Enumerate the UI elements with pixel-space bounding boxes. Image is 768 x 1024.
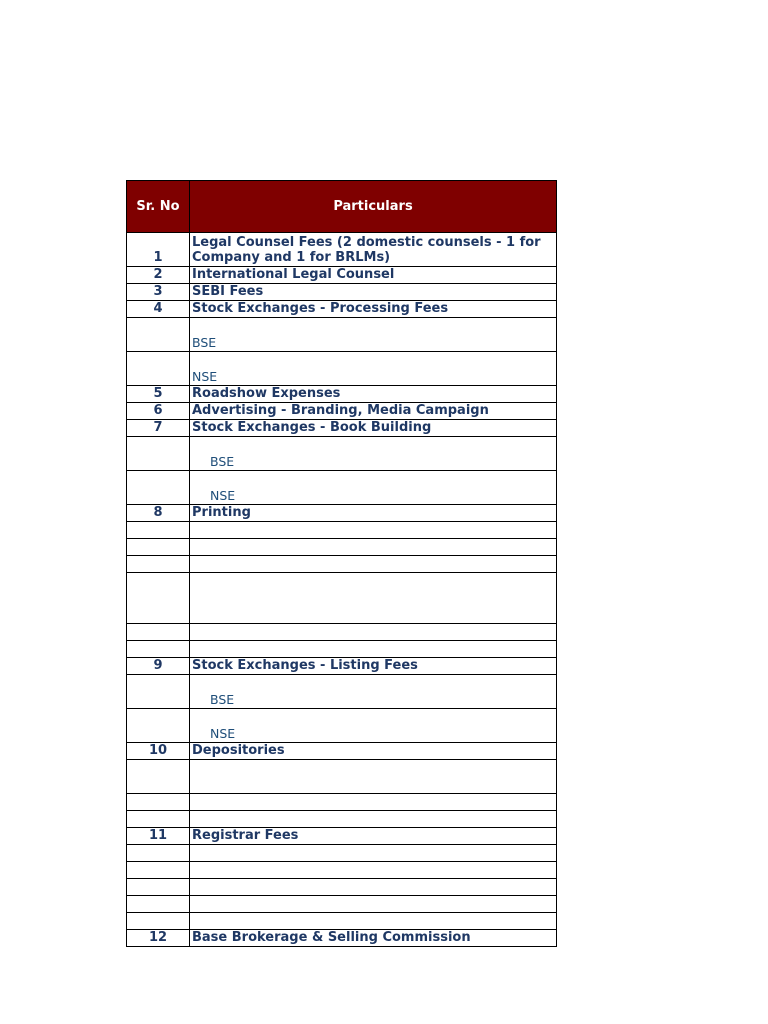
table-row: [126, 709, 557, 743]
sr-no-cell: [127, 471, 190, 504]
table-row: [126, 539, 557, 556]
particulars-cell: NSE: [210, 726, 236, 741]
table-row: [126, 828, 557, 845]
table-row: [126, 437, 557, 471]
table-row: [126, 641, 557, 658]
particulars-cell: Registrar Fees: [192, 828, 299, 843]
table-row: [126, 522, 557, 539]
sr-no-cell: [127, 709, 190, 742]
table-row: [126, 556, 557, 573]
table-row: [126, 811, 557, 828]
sr-no-cell: [127, 896, 190, 912]
table-row: [126, 862, 557, 879]
sr-no-cell: [127, 539, 190, 555]
table-row: [126, 658, 557, 675]
particulars-cell: Depositories: [192, 743, 285, 758]
table-row: [126, 420, 557, 437]
table-row: [126, 471, 557, 505]
sr-no-cell: 1: [127, 233, 190, 266]
particulars-cell: [190, 845, 556, 861]
table-row: [126, 403, 557, 420]
particulars-cell: Advertising - Branding, Media Campaign: [192, 403, 489, 418]
particulars-cell: NSE: [192, 369, 218, 384]
sr-no-cell: 10: [127, 743, 190, 759]
table-row: [126, 284, 557, 301]
table-row: [126, 624, 557, 641]
table-row: [126, 760, 557, 794]
sr-no-cell: [127, 760, 190, 793]
sr-no-cell: 9: [127, 658, 190, 674]
sr-no-cell: 4: [127, 301, 190, 317]
particulars-cell: [190, 573, 556, 623]
table-row: [126, 896, 557, 913]
particulars-cell: [190, 879, 556, 895]
table-body: [126, 233, 557, 947]
sr-no-cell: 11: [127, 828, 190, 844]
particulars-cell: Stock Exchanges - Listing Fees: [192, 658, 418, 673]
header-sr-no: Sr. No: [127, 181, 190, 232]
particulars-cell: [190, 760, 556, 793]
sr-no-cell: [127, 845, 190, 861]
particulars-cell: [190, 522, 556, 538]
sr-no-cell: [127, 641, 190, 657]
particulars-cell: International Legal Counsel: [192, 267, 395, 282]
table-row: [126, 879, 557, 896]
particulars-cell: Roadshow Expenses: [192, 386, 341, 401]
particulars-cell: [190, 811, 556, 827]
sr-no-cell: 5: [127, 386, 190, 402]
particulars-cell: [190, 794, 556, 810]
sr-no-cell: [127, 811, 190, 827]
particulars-cell: [190, 896, 556, 912]
table-row: [126, 267, 557, 284]
expenses-table: [126, 180, 557, 947]
sr-no-cell: 8: [127, 505, 190, 521]
sr-no-cell: 7: [127, 420, 190, 436]
sr-no-cell: [127, 437, 190, 470]
particulars-cell: BSE: [192, 335, 217, 350]
sr-no-cell: [127, 913, 190, 929]
table-header: [126, 180, 557, 233]
table-row: [126, 573, 557, 624]
sr-no-cell: [127, 879, 190, 895]
particulars-cell: SEBI Fees: [192, 284, 264, 299]
sr-no-cell: [127, 862, 190, 878]
sr-no-cell: [127, 624, 190, 640]
particulars-cell: Stock Exchanges - Processing Fees: [192, 301, 449, 316]
sr-no-cell: [127, 318, 190, 351]
particulars-cell: BSE: [210, 454, 235, 469]
table-row: [126, 352, 557, 386]
sr-no-cell: [127, 794, 190, 810]
particulars-cell: [190, 539, 556, 555]
table-row: [126, 845, 557, 862]
table-row: [126, 675, 557, 709]
table-row: [126, 930, 557, 947]
particulars-cell: [190, 913, 556, 929]
sr-no-cell: [127, 522, 190, 538]
table-row: [126, 301, 557, 318]
particulars-cell: BSE: [210, 692, 235, 707]
particulars-cell: [190, 641, 556, 657]
table-row: [126, 794, 557, 811]
particulars-cell: [190, 862, 556, 878]
particulars-cell: [190, 624, 556, 640]
table-row: [126, 318, 557, 352]
particulars-cell: Stock Exchanges - Book Building: [192, 420, 432, 435]
particulars-cell: Base Brokerage & Selling Commission: [192, 930, 471, 945]
sr-no-cell: 2: [127, 267, 190, 283]
header-particulars: Particulars: [333, 199, 413, 214]
particulars-cell: Legal Counsel Fees (2 domestic counsels - 1 for Company and 1 for BRLMs): [192, 235, 541, 265]
sr-no-cell: [127, 675, 190, 708]
sr-no-cell: [127, 556, 190, 572]
sr-no-cell: [127, 573, 190, 623]
sr-no-cell: 6: [127, 403, 190, 419]
sr-no-cell: 12: [127, 930, 190, 946]
particulars-cell: NSE: [210, 488, 236, 503]
table-row: [126, 743, 557, 760]
particulars-cell: Printing: [192, 505, 251, 520]
table-row: [126, 386, 557, 403]
particulars-cell: [190, 556, 556, 572]
table-row: [126, 233, 557, 267]
table-row: [126, 913, 557, 930]
table-row: [126, 505, 557, 522]
sr-no-cell: 3: [127, 284, 190, 300]
sr-no-cell: [127, 352, 190, 385]
